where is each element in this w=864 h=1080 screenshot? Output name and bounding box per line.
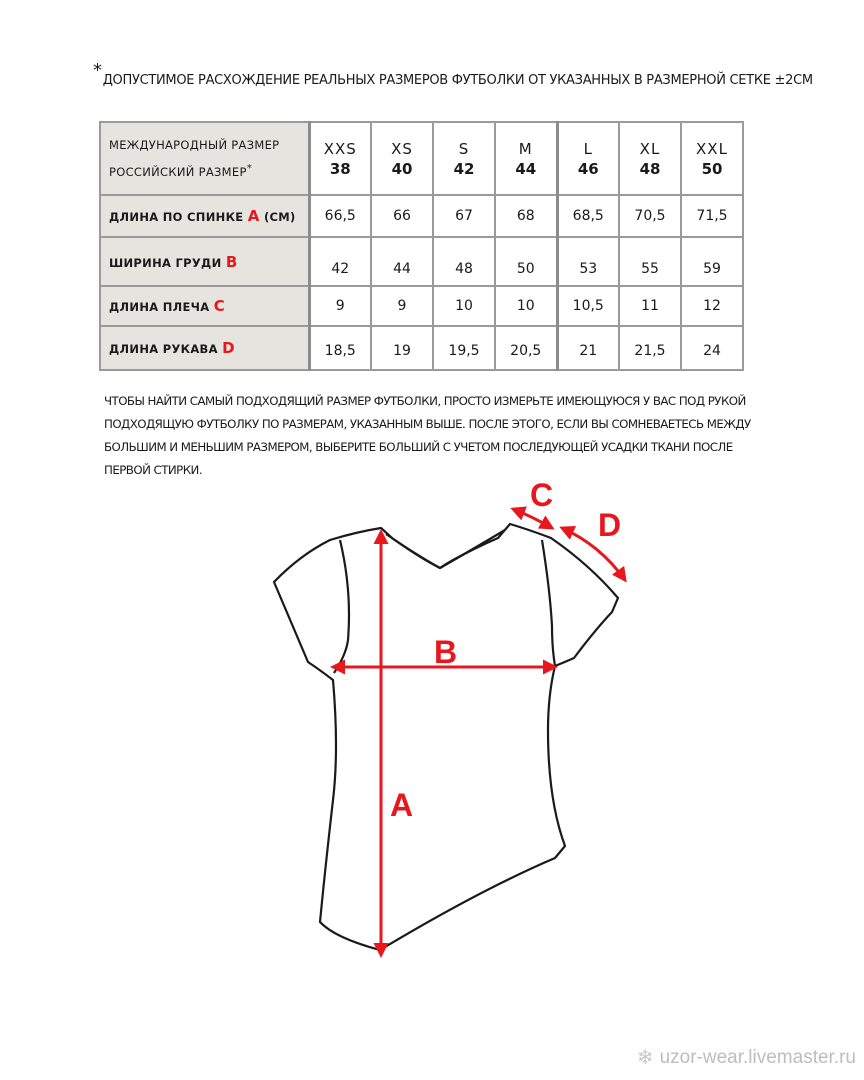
table-row-chest-width [100,237,743,286]
table-cell: 9 [309,286,371,326]
ru-size-label: РОССИЙСКИЙ РАЗМЕР [109,164,247,179]
tshirt-measurement-diagram [0,470,864,970]
asterisk: * [93,60,102,81]
label-b: B [434,634,458,670]
table-cell: 66,5 [309,195,371,237]
tshirt-outline [274,524,618,950]
table-row-shoulder-length [100,286,743,326]
label-a: A [390,787,414,823]
row-label: ДЛИНА ПО СПИНКЕ A (СМ) [100,195,309,237]
table-row-sleeve-length [100,326,743,370]
size-col-xl [619,122,681,195]
intl-size-label: МЕЖДУНАРОДНЫЙ РАЗМЕР [109,138,280,153]
letter-c: C [213,297,226,315]
table-cell: 21 [557,326,619,370]
letter-b: B [225,252,238,271]
table-cell: 55 [619,237,681,286]
size-col-xxl [681,122,743,195]
size-col-m [495,122,557,195]
ru-size: 38 [329,159,351,178]
size-col-xs [371,122,433,195]
table-cell: 19,5 [433,326,495,370]
table-cell: 53 [557,237,619,286]
table-cell: 68,5 [557,195,619,237]
label-c: C [530,477,554,513]
table-cell: 9 [371,286,433,326]
table-cell: 18,5 [309,326,371,370]
measurement-lines [333,509,625,955]
table-cell: 12 [681,286,743,326]
table-row-back-length [100,195,743,237]
table-cell: 59 [681,237,743,286]
table-cell: 70,5 [619,195,681,237]
ru-size: 42 [453,159,475,178]
intl-size: S [458,139,470,158]
ru-size: 50 [701,159,723,178]
intl-size: XXS [323,139,357,158]
table-cell: 11 [619,286,681,326]
table-cell: 42 [309,237,371,286]
table-cell: 50 [495,237,557,286]
left-sleeve-seam [334,540,349,673]
letter-a: A [247,207,260,225]
letter-d: D [222,339,235,357]
intl-size: XL [639,139,661,158]
table-cell: 44 [371,237,433,286]
tolerance-note [93,60,813,89]
ru-size: 46 [577,159,599,178]
ru-size-asterisk: * [246,163,253,175]
snowflake-icon: ❄ [636,1047,654,1069]
intl-size: XXL [696,139,728,158]
row-label: ДЛИНА ПЛЕЧА C [100,286,309,326]
table-cell: 66 [371,195,433,237]
ru-size: 40 [391,159,413,178]
row-label: ДЛИНА РУКАВА D [100,326,309,370]
table-cell: 67 [433,195,495,237]
row-label: ШИРИНА ГРУДИ B [100,237,309,286]
ru-size: 48 [639,159,661,178]
size-col-xxs [309,122,371,195]
intl-size: L [583,139,593,158]
tshirt-body-outline [274,524,618,950]
measuring-instructions: ЧТОБЫ НАЙТИ САМЫЙ ПОДХОДЯЩИЙ РАЗМЕР ФУТБОЛКИ, ПРОСТО ИЗМЕРЬТЕ ИМЕЮЩУЮСЯ У ВАС ПОД РУКОЙ ПОДХОДЯЩУЮ ФУТБОЛКУ ПО РАЗМЕРАМ, УКАЗАННЫМ ВЫШЕ. ПОСЛЕ ЭТОГО, ЕСЛИ ВЫ СОМНЕВАЕТЕСЬ МЕЖДУ БОЛЬШИМ И МЕНЬШИМ РАЗМЕРОМ, ВЫБЕРИТЕ БОЛЬШИЙ С УЧЕТОМ ПОСЛЕДУЮЩЕЙ УСАДКИ ТКАНИ ПОСЛЕ ПЕРВОЙ СТИРКИ. [104,394,751,477]
size-col-s [433,122,495,195]
right-sleeve-seam [542,540,555,666]
tolerance-note-text: ДОПУСТИМОЕ РАСХОЖДЕНИЕ РЕАЛЬНЫХ РАЗМЕРОВ ФУТБОЛКИ ОТ УКАЗАННЫХ В РАЗМЕРНОЙ СЕТКЕ ±2СМ [102,73,813,88]
table-cell: 48 [433,237,495,286]
table-cell: 68 [495,195,557,237]
size-table [99,121,744,371]
table-cell: 10,5 [557,286,619,326]
label-d: D [598,507,622,543]
table-cell: 20,5 [495,326,557,370]
header-label-cell [100,122,309,195]
header-row [100,122,743,195]
table-cell: 71,5 [681,195,743,237]
intl-size: M [518,139,533,158]
intl-size: XS [391,139,413,158]
watermark [637,1045,856,1070]
table-cell: 21,5 [619,326,681,370]
table-cell: 10 [433,286,495,326]
table-cell: 19 [371,326,433,370]
neckline [386,530,505,568]
ru-size: 44 [515,159,537,178]
table-cell: 10 [495,286,557,326]
table-cell: 24 [681,326,743,370]
watermark-text: uzor-wear.livemaster.ru [659,1046,856,1068]
size-col-l [557,122,619,195]
